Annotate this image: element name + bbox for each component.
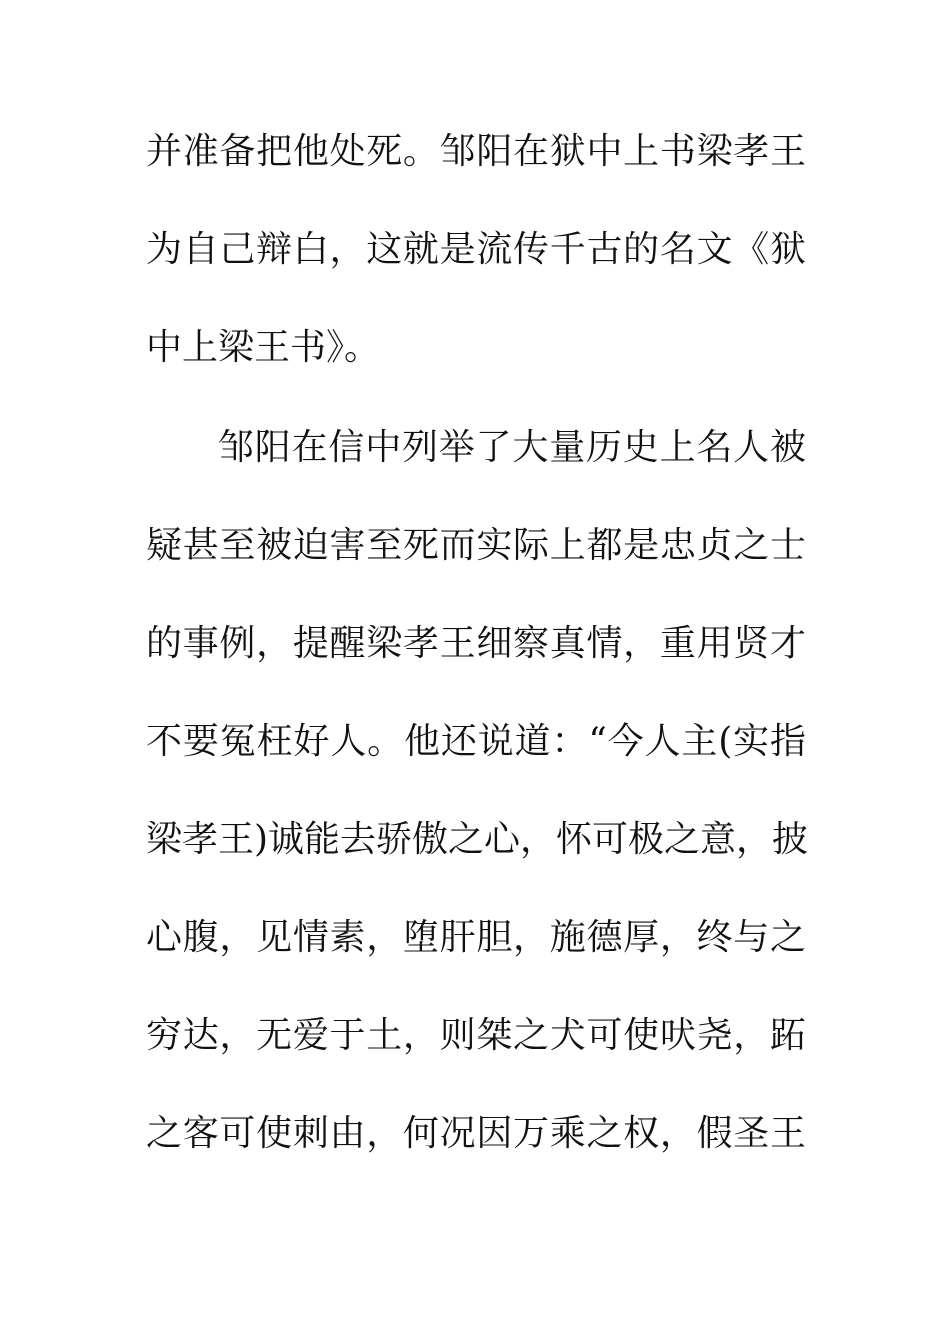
text-line: 的事例，提醒梁孝王细察真情，重用贤才 — [146, 623, 806, 664]
text-line: 为自己辩白，这就是流传千古的名文《狱 — [146, 229, 806, 270]
text-line: 之客可使刺由，何况因万乘之权，假圣王 — [146, 1113, 806, 1154]
text-line: 并准备把他处死。邹阳在狱中上书梁孝王 — [146, 131, 806, 172]
text-line: 疑甚至被迫害至死而实际上都是忠贞之士 — [146, 525, 806, 566]
text-line: 梁孝王)诚能去骄傲之心，怀可极之意，披 — [146, 819, 809, 860]
text-line: 穷达，无爱于土，则桀之犬可使吠尧，跖 — [146, 1015, 806, 1056]
text-line: 中上梁王书》。 — [146, 327, 381, 368]
text-line: 不要冤枉好人。他还说道：“今人主(实指 — [146, 721, 806, 762]
paragraph-first-line: 邹阳在信中列举了大量历史上名人被 — [218, 427, 806, 468]
text-line: 心腹，见情素，堕肝胆，施德厚，终与之 — [146, 917, 806, 958]
